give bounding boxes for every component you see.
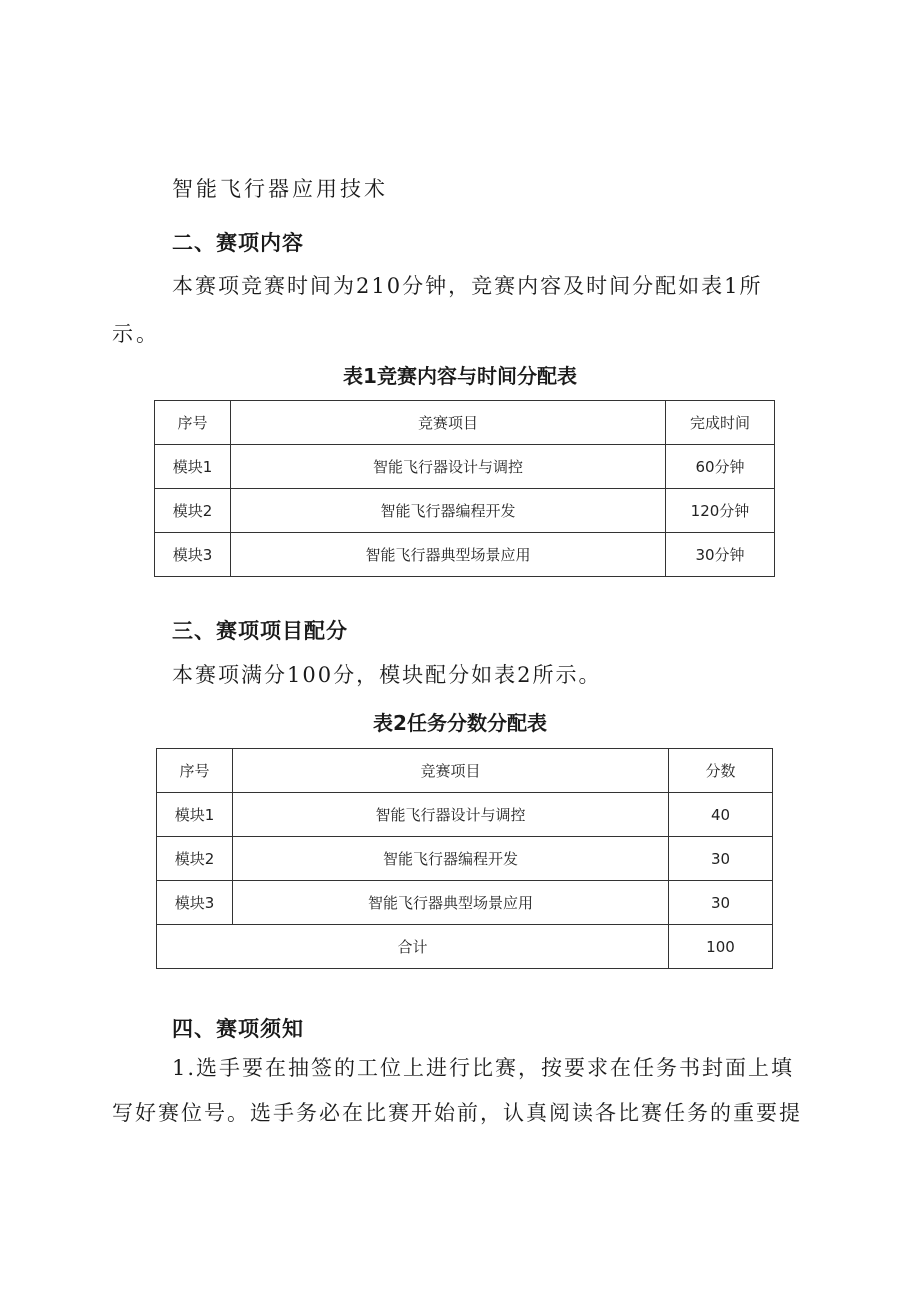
- row-no: 模块1: [155, 445, 231, 489]
- table1-header-item: 竞赛项目: [231, 401, 666, 445]
- row-time: 120分钟: [666, 489, 775, 533]
- row-no: 模块3: [155, 533, 231, 577]
- section4-para-line2: 写好赛位号。选手务必在比赛开始前，认真阅读各比赛任务的重要提: [112, 1101, 802, 1125]
- table2-header-row: [157, 749, 773, 793]
- table2-caption: 表2任务分数分配表: [373, 711, 547, 735]
- row-item: 智能飞行器设计与调控: [233, 793, 669, 837]
- table2: [156, 748, 773, 969]
- section3-para: 本赛项满分100分，模块配分如表2所示。: [172, 663, 602, 687]
- row-no: 模块3: [157, 881, 233, 925]
- row-no: 模块2: [155, 489, 231, 533]
- row-item: 智能飞行器编程开发: [231, 489, 666, 533]
- row-item: 智能飞行器设计与调控: [231, 445, 666, 489]
- table-row: [155, 533, 775, 577]
- table2-header-item: 竞赛项目: [233, 749, 669, 793]
- row-score: 30: [669, 837, 773, 881]
- section2-heading: 二、赛项内容: [172, 231, 304, 255]
- table-row: [155, 445, 775, 489]
- section2-para-line1: 本赛项竞赛时间为210分钟，竞赛内容及时间分配如表1所: [172, 274, 763, 298]
- table-row: [157, 881, 773, 925]
- table1-header-no: 序号: [155, 401, 231, 445]
- row-item: 智能飞行器编程开发: [233, 837, 669, 881]
- table-row: [157, 793, 773, 837]
- section4-heading: 四、赛项须知: [172, 1017, 304, 1041]
- table1-header-row: [155, 401, 775, 445]
- table2-header-score: 分数: [669, 749, 773, 793]
- table-row: [157, 837, 773, 881]
- table1-header-time: 完成时间: [666, 401, 775, 445]
- row-item: 智能飞行器典型场景应用: [231, 533, 666, 577]
- total-value: 100: [669, 925, 773, 969]
- row-time: 60分钟: [666, 445, 775, 489]
- table1-caption: 表1竞赛内容与时间分配表: [343, 364, 577, 388]
- row-item: 智能飞行器典型场景应用: [233, 881, 669, 925]
- table2-total-row: [157, 925, 773, 969]
- table2-header-no: 序号: [157, 749, 233, 793]
- row-no: 模块2: [157, 837, 233, 881]
- row-no: 模块1: [157, 793, 233, 837]
- table1: [154, 400, 775, 577]
- row-time: 30分钟: [666, 533, 775, 577]
- section2-para-line2: 示。: [112, 322, 160, 346]
- section3-heading: 三、赛项项目配分: [172, 619, 348, 643]
- total-label: 合计: [157, 925, 669, 969]
- section4-para-line1: 1.选手要在抽签的工位上进行比赛，按要求在任务书封面上填: [172, 1056, 795, 1080]
- table-row: [155, 489, 775, 533]
- intro-line: 智能飞行器应用技术: [172, 177, 388, 201]
- row-score: 40: [669, 793, 773, 837]
- row-score: 30: [669, 881, 773, 925]
